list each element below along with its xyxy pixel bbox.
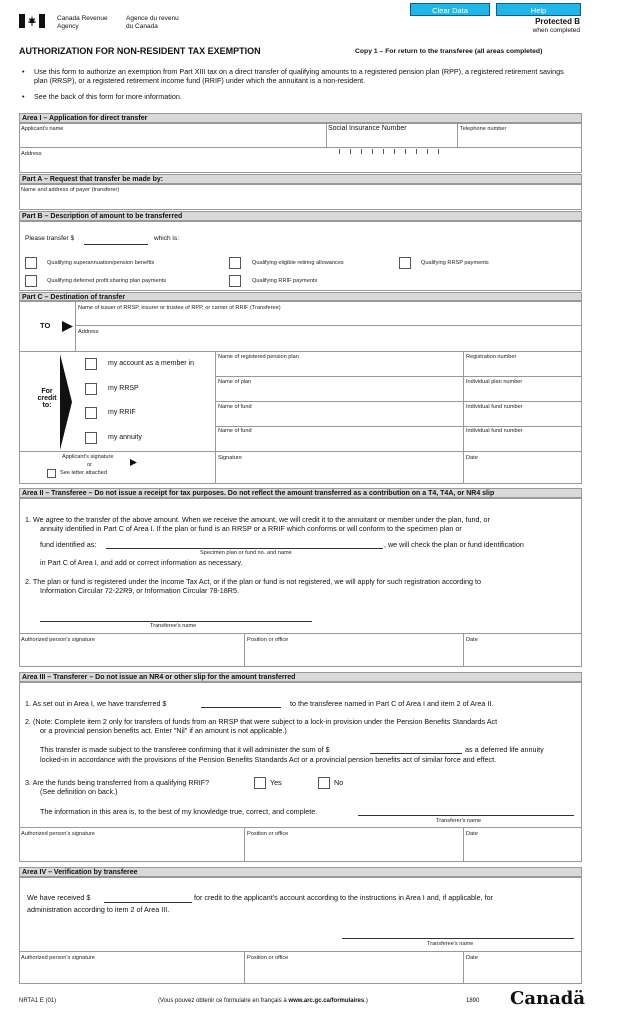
applicant-sig-label: Applicant's signature [62,454,114,460]
divider [75,301,76,351]
credit-annuity-number: Individual fund number [466,428,523,434]
area2-item1-line1: 1. We agree to the transfer of the above amount. When we receive the amount, we will credit it to the annuitant or member under the plan, fund, or [25,515,490,524]
opt-rrif-checkbox[interactable] [229,275,241,287]
opt-dpsp-label: Qualifying deferred profit sharing plan payments [47,278,167,284]
issuer-label: Name of issuer of RRSP, insurer or trustee of RPP, or carrier of RRIF (Transferee) [78,305,281,311]
arrow-right-icon [62,319,73,337]
area2-item1-line5: in Part C of Area I, and add or correct information as necessary. [40,558,243,567]
to-label: TO [40,321,51,330]
area3-item1-tail: to the transferee named in Part C of Area I and item 2 of Area II. [290,699,494,708]
dept-en-line1: Canada Revenue [57,15,108,22]
dept-fr-line1: Agence du revenu [126,15,179,22]
bullet-icon: • [22,67,25,76]
rrif-no-label: No [334,778,344,787]
credit-member-label: my account as a member in [108,360,194,367]
form-title: AUTHORIZATION FOR NON-RESIDENT TAX EXEMPTION [19,46,261,56]
area3-item1-label: 1. As set out in Area I, we have transferred $ [25,699,167,708]
transferee-name-label: Transferee's name [150,623,197,629]
divider [326,123,327,147]
divider [215,376,582,377]
dept-name-fr [126,15,179,31]
credit-member-checkbox[interactable] [85,358,97,370]
or-label: or [87,462,92,468]
area3-position-label: Position or office [247,831,289,837]
rrif-no-checkbox[interactable] [318,777,330,789]
transferred-amount-input[interactable] [201,707,281,708]
area3-item2-line3: This transfer is made subject to the transferee confirming that it will administer the sum of $ [40,745,330,754]
area4-header: Area IV – Verification by transferee [19,867,582,877]
arrow-big-icon [60,354,72,455]
opt-rrsp-checkbox[interactable] [399,257,411,269]
when-completed-label: when completed [532,27,580,34]
french-note-suffix: .) [364,998,368,1004]
sin-label: Social Insurance Number [328,125,407,132]
area1-header: Area I – Application for direct transfer [19,113,582,123]
address-label: Address [21,151,42,157]
credit-rrif-field: Name of fund [218,404,252,410]
divider [463,451,464,484]
area3-info-text: The information in this area is, to the best of my knowledge true, correct, and complete. [40,807,318,816]
see-letter-label: See letter attached [60,470,107,476]
divider [75,325,582,326]
area3-item3-line2: (See definition on back.) [40,787,118,796]
area3-header: Area III – Transferer – Do not issue an NR4 or other slip for the amount transferred [19,672,582,682]
opt-superannuation-label: Qualifying superannuation/pension benefits [47,260,155,266]
applicant-name-label: Applicant's name [21,126,64,132]
divider [19,633,582,634]
french-note-prefix: (Vous pouvez obtenir ce formulaire en français à [158,998,289,1004]
for-credit-label: For credit to: [37,388,57,409]
partA-header: Part A – Request that transfer be made by: [19,174,582,184]
credit-annuity-field: Name of fund [218,428,252,434]
divider [19,827,582,828]
area3-item2-line1: 2. (Note: Complete item 2 only for transfers of funds from an RRSP that were subject to a lock-in provision under the Pension Benefits Standards Act [25,717,498,726]
divider [463,633,464,667]
credit-annuity-label: my annuity [108,434,142,441]
locked-in-amount-input[interactable] [370,753,462,754]
divider [19,451,582,452]
opt-rrif-label: Qualifying RRIF payments [252,278,318,284]
divider [19,147,582,148]
area2-item1-line3: fund identified as: [40,540,97,549]
area4-transferee-name-input[interactable] [342,938,574,939]
credit-rrif-label: my RRIF [108,409,136,416]
opt-superannuation-checkbox[interactable] [25,257,37,269]
area2-header: Area II – Transferee – Do not issue a receipt for tax purposes. Do not reflect the amount transferred as a contribution on a T4, T4A, or NR4 slip [19,488,582,498]
divider [463,951,464,984]
bullet-text-2: See the back of this form for more information. [34,92,182,101]
rrif-yes-label: Yes [270,778,282,787]
clear-data-button[interactable]: Clear Data [410,3,490,16]
arrow-right-icon [130,453,137,471]
area4-transferee-name-label: Transferee's name [427,941,474,947]
area4-auth-sig-label: Authorized person's signature [21,955,95,961]
transfer-amount-input[interactable] [84,244,148,245]
divider [215,426,582,427]
transferer-name-input[interactable] [358,815,574,816]
form-code: 1890 [466,998,480,1004]
divider [457,123,458,147]
area3-item2-line5: locked-in in accordance with the provisions of the Pension Benefits Standards Act or a provincial pension benefits act of similar force and effect. [40,755,497,764]
bullet-icon: • [22,92,25,101]
bullet-text-1: Use this form to authorize an exemption from Part XIII tax on a direct transfer of qualifying amounts to a registered pension plan (RPP), a registered retirement savings plan (RRSP), or a registered retirement income fund (RRIF) under which the annuitant is a non-resident. [34,67,564,86]
divider [244,951,245,984]
divider [215,401,582,402]
form-id: NRTA1 E (01) [19,998,57,1004]
credit-rrif-number: Individual fund number [466,404,523,410]
signature-label: Signature [218,455,242,461]
credit-rrsp-checkbox[interactable] [85,383,97,395]
partB-header: Part B – Description of amount to be transferred [19,211,582,221]
specimen-label: Specimen plan or fund no. and name [200,550,292,556]
credit-member-field: Name of registered pension plan [218,354,299,360]
date-label: Date [466,455,478,461]
divider [215,451,216,484]
which-is-label: which is: [154,235,179,242]
copy-note: Copy 1 – For return to the transferee (all areas completed) [355,48,543,55]
payer-label: Name and address of payer (transferer) [21,187,120,193]
area4-position-label: Position or office [247,955,289,961]
area3-item2-line4: as a deferred life annuity [465,745,544,754]
area2-auth-sig-label: Authorized person's signature [21,637,95,643]
divider [244,827,245,862]
area4-received-line2: administration according to item 2 of Area III. [27,905,170,914]
help-button[interactable]: Help [496,3,581,16]
canada-wordmark: Canadä [510,988,585,1009]
area3-date-label: Date [466,831,478,837]
divider [19,951,582,952]
address-label-2: Address [78,329,99,335]
credit-rrif-checkbox[interactable] [85,407,97,419]
divider [244,633,245,667]
opt-retiring-allowance-checkbox[interactable] [229,257,241,269]
opt-retiring-allowance-label: Qualifying eligible retiring allowances [252,260,344,266]
transferer-name-label: Transferer's name [436,818,482,824]
credit-annuity-checkbox[interactable] [85,432,97,444]
area2-item2-line2: Information Circular 72-22R9, or Information Circular 78-18R5. [40,586,239,595]
area2-item1-line2: annuity identified in Part C of Area I. If the plan or fund is an RRSP or a RRIF which conforms or will conform to the specimen plan or [40,524,462,533]
area3-item2-line2: or a provincial pension benefits act. Enter "Nil" if an amount is not applicable.) [40,726,287,735]
area2-position-label: Position or office [247,637,289,643]
credit-rrsp-field: Name of plan [218,379,252,385]
see-letter-checkbox[interactable] [47,469,56,478]
french-note [158,998,368,1004]
dept-name-en [57,15,108,31]
specimen-input[interactable] [106,548,383,549]
protected-label: Protected B [535,17,580,26]
canada-flag-icon [19,14,45,28]
transferee-name-input[interactable] [40,621,312,622]
opt-rrsp-label: Qualifying RRSP payments [421,260,489,266]
dept-en-line2: Agency [57,23,79,31]
area3-box [19,682,582,862]
opt-dpsp-checkbox[interactable] [25,275,37,287]
area4-received-label: We have received $ [27,893,91,902]
divider [19,351,582,352]
area4-received-tail: for credit to the applicant's account according to the instructions in Area I and, if applicable, for [194,893,494,902]
received-amount-input[interactable] [104,902,192,903]
credit-member-number: Registration number [466,354,517,360]
telephone-label: Telephone number [460,126,507,132]
please-transfer-label: Please transfer $ [25,235,75,242]
area2-date-label: Date [466,637,478,643]
french-note-url: www.arc.gc.ca/formulaires [288,998,365,1004]
credit-rrsp-number: Individual plan number [466,379,523,385]
area3-auth-sig-label: Authorized person's signature [21,831,95,837]
area2-item2-line1: 2. The plan or fund is registered under the Income Tax Act, or if the plan or fund is not registered, we will apply for such registration according to [25,577,481,586]
divider [463,827,464,862]
dept-fr-line2: du Canada [126,23,158,31]
rrif-yes-checkbox[interactable] [254,777,266,789]
area2-item1-line4: , we will check the plan or fund identification [384,540,524,549]
partC-header: Part C – Destination of transfer [19,292,582,301]
credit-rrsp-label: my RRSP [108,385,139,392]
area4-date-label: Date [466,955,478,961]
area3-item3-line1: 3. Are the funds being transferred from a qualifying RRIF? [25,778,210,787]
sin-boxes[interactable] [339,141,449,159]
